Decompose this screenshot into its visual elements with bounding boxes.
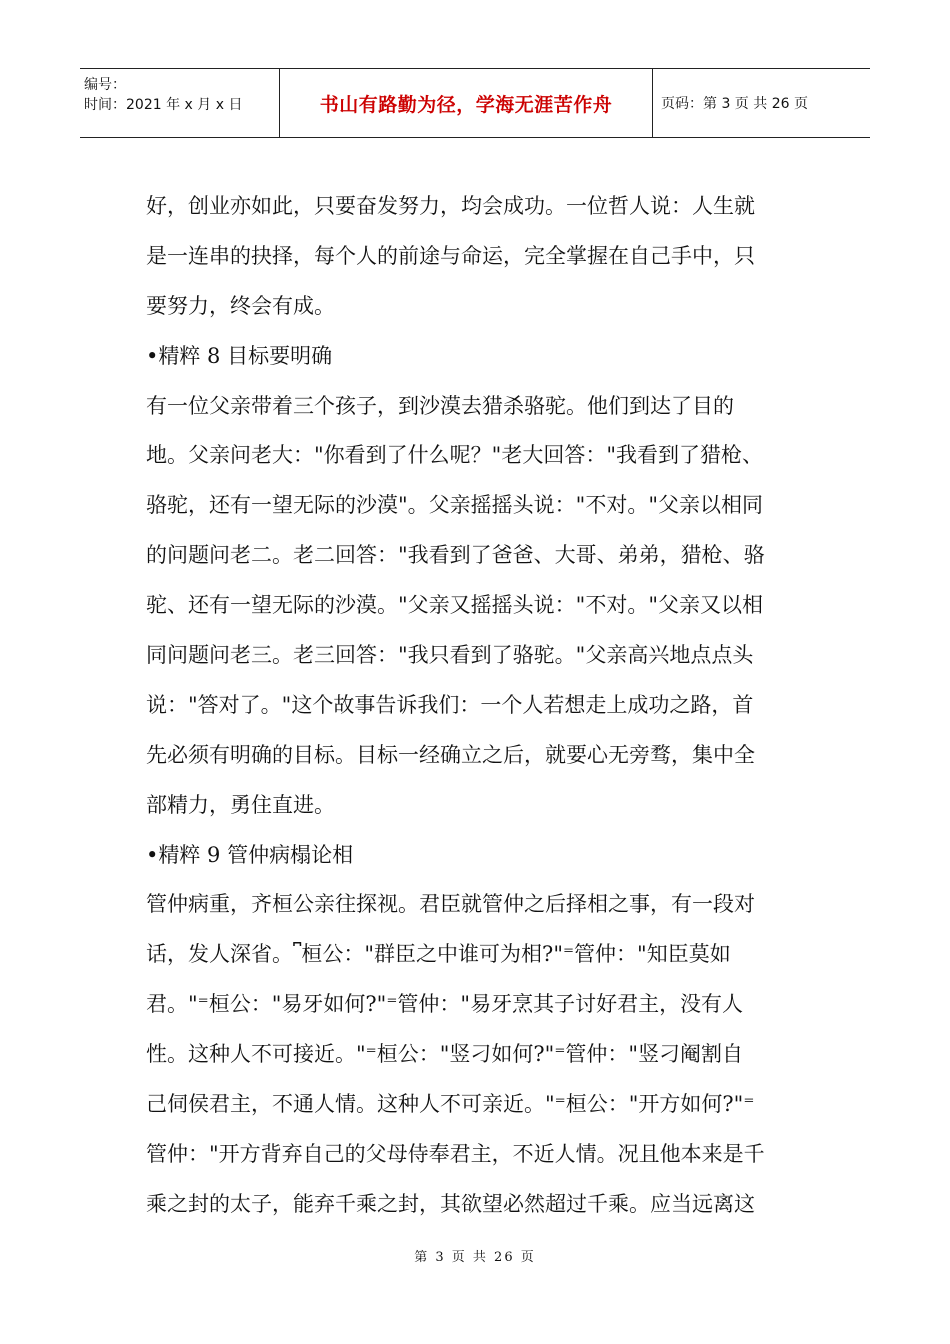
- text-line: 性。这种人不可接近。"⁼桓公："竖刁如何?"⁼管仲："竖刁阉割自: [146, 1042, 744, 1067]
- text-line: 好，创业亦如此，只要奋发努力，均会成功。一位哲人说：人生就: [146, 194, 755, 218]
- text-line: 说："答对了。"这个故事告诉我们：一个人若想走上成功之路，首: [146, 692, 754, 717]
- text-line: 乘之封的太子，能弃千乘之封，其欲望必然超过千乘。应当远离这: [146, 1191, 755, 1216]
- time-label: 时间：2021 年 x 月 x 日: [84, 97, 243, 113]
- header-motto: 书山有路勤为径，学海无涯苦作舟: [280, 69, 653, 137]
- text-line: 的问题问老二。老二回答："我看到了爸爸、大哥、弟弟，猎枪、骆: [146, 543, 765, 568]
- text-line: 管仲病重，齐桓公亲往探视。君臣就管仲之后择相之事，有一段对: [146, 892, 755, 917]
- text-line: 有一位父亲带着三个孩子，到沙漠去猎杀骆驼。他们到达了目的: [146, 393, 734, 418]
- header-page-info: 页码：第 3 页 共 26 页: [661, 96, 808, 112]
- section-heading: •精粹 8 目标要明确: [146, 343, 333, 368]
- text-line: 管仲："开方背弃自己的父母侍奉君主，不近人情。况且他本来是千: [146, 1141, 765, 1166]
- text-line: 君。"⁼桓公："易牙如何?"⁼管仲："易牙烹其子讨好君主，没有人: [146, 992, 744, 1017]
- text-line: 部精力，勇住直进。: [146, 792, 335, 817]
- text-line: 先必须有明确的目标。目标一经确立之后，就要心无旁骛，集中全: [146, 742, 755, 767]
- text-line: 己伺侯君主，不通人情。这种人不可亲近。"⁼桓公："开方如何?"⁼: [146, 1092, 755, 1117]
- text-line: 话，发人深省。⎴桓公："群臣之中谁可为相?"⁼管仲："知臣莫如: [146, 942, 731, 967]
- document-body: [146, 182, 810, 1230]
- header-meta: [80, 69, 280, 137]
- text-line: 驼、还有一望无际的沙漠。"父亲又摇摇头说："不对。"父亲又以相: [146, 593, 763, 618]
- text-line: 是一连串的抉择，每个人的前途与命运，完全掌握在自己手中，只: [146, 243, 755, 268]
- text-line: 要努力，终会有成。: [146, 293, 335, 318]
- page-header: [80, 68, 870, 138]
- text-line: 骆驼，还有一望无际的沙漠"。父亲摇摇头说："不对。"父亲以相同: [146, 493, 763, 518]
- text-line: 地。父亲问老大："你看到了什么呢？"老大回答："我看到了猎枪、: [146, 443, 763, 468]
- text-line: 同问题问老三。老三回答："我只看到了骆驼。"父亲高兴地点点头: [146, 643, 754, 668]
- page-footer: 第 3 页 共 26 页: [414, 1250, 536, 1265]
- section-heading: •精粹 9 管仲病榻论相: [146, 842, 354, 867]
- number-label: 编号：: [84, 77, 126, 93]
